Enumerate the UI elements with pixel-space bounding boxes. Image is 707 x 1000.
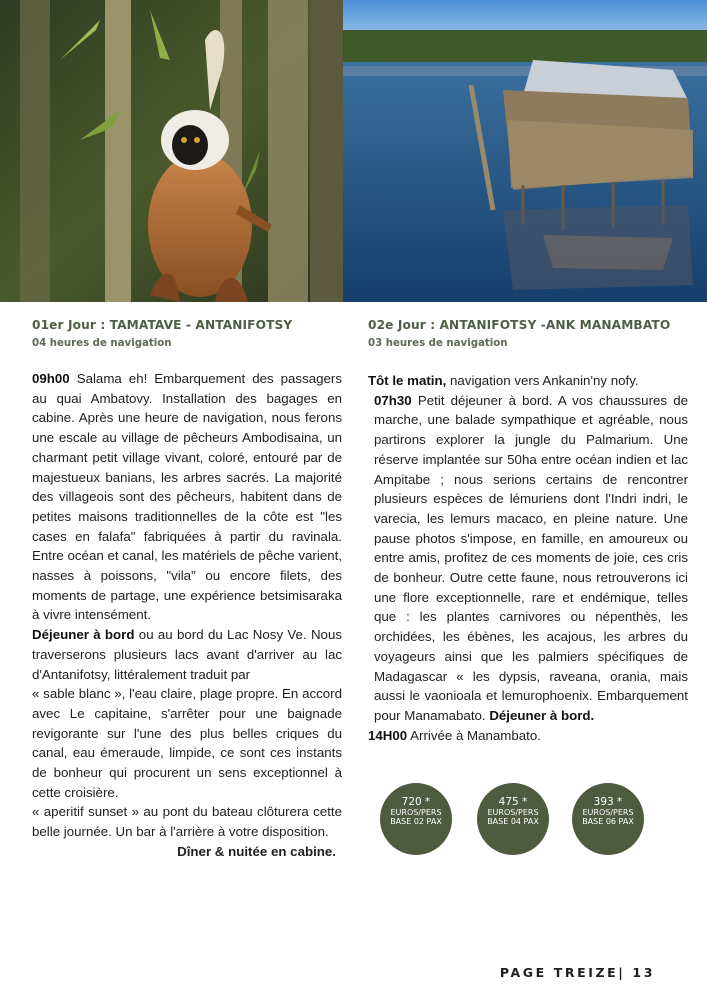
lemur-photo [0, 0, 343, 302]
price-amount: 475 * [498, 796, 528, 808]
day-2-title: 02e Jour : ANTANIFOTSY -ANK MANAMBATO [368, 318, 671, 332]
price-unit: EUROS/PERS [582, 808, 634, 817]
paragraph-text: ou au bord du Lac Nosy Ve. Nous traverserons plusieurs lacs avant d'arriver au lac d'Antanifotsy, littéralement traduit par [32, 627, 342, 682]
price-amount: 393 * [593, 796, 623, 808]
day-2-description [368, 371, 688, 745]
paragraph-text: navigation vers Ankanin'ny nofy. [446, 373, 639, 388]
paragraph-text: Petit déjeuner à bord. A vos chaussures de marche, une balade sympathique et agréable, nous partirons explorer la jungle du Palmarium. Une réserve implantée sur 50ha entre océan indien et lac Ampitabe ; nous serions certains de rencontrer plusieurs espèces de lémuriens dont l'Indri indri, le varecia, les lemurs macaco, en pleine nature. Une pause photos s'impose, en famille, en amoureux ou entre amis, profitez de ces moments de joie, ces cris de bonheur. Outre cette faune, nous retrouverons ici une flore exceptionnelle, rare et endémique, telles que : les plantes carnivores ou népenthès, les orchidées, les ébènes, les acajous, les arbres du voyageurs ainsi que les palmiers spécifiques de Madagascar « les dypsis, raveana, orania, mais aussi le vaonioala et lemurophoenix. Embarquement pour Manamabato. [374, 392, 688, 723]
price-badge-4-pax [477, 783, 549, 855]
time-09h00: 09h00 [32, 371, 70, 386]
day-1-paragraph-2 [32, 625, 342, 684]
day-2-subtitle: 03 heures de navigation [368, 338, 508, 349]
day-2-paragraph-3 [368, 726, 688, 746]
price-amount: 720 * [401, 796, 431, 808]
price-badge-6-pax [572, 783, 644, 855]
price-base: BASE 02 PAX [390, 817, 442, 826]
price-base: BASE 04 PAX [487, 817, 539, 826]
day-1-closing: Dîner & nuitée en cabine. [177, 843, 336, 859]
time-07h30: 07h30 [374, 392, 412, 408]
day-1-description [32, 369, 342, 862]
page-number-footer: PAGE TREIZE| 13 [499, 965, 655, 980]
day-2-column [368, 318, 688, 745]
lunch-label: Déjeuner à bord [32, 627, 135, 643]
paragraph-text: Arrivée à Manambato. [407, 727, 541, 743]
day-1-subtitle: 04 heures de navigation [32, 338, 172, 349]
day-2-paragraph-1 [368, 371, 688, 391]
price-badge-2-pax [380, 783, 452, 855]
price-unit: EUROS/PERS [390, 808, 442, 817]
day-1-paragraph-4 [32, 802, 342, 841]
header-photos [0, 0, 707, 302]
day-1-paragraph-3 [32, 684, 342, 802]
day-2-paragraph-2 [368, 391, 688, 726]
early-morning-label: Tôt le matin, [368, 373, 447, 388]
paragraph-text: « sable blanc », l'eau claire, plage propre. En accord avec Le capitaine, s'arrêter pour une baignade revigorante sur l'une des plus belles criques du canal, eau émeraude, limpide, ce sont ces instants de bonheur qui procurent un sens exceptionnel à cette croisière. [32, 686, 342, 800]
day-1-title: 01er Jour : TAMATAVE - ANTANIFOTSY [32, 318, 293, 332]
day-1-paragraph-1 [32, 369, 342, 625]
price-base: BASE 06 PAX [582, 817, 634, 826]
price-badges [380, 783, 660, 855]
paragraph-text: « aperitif sunset » au pont du bateau clôturera cette belle journée. Un bar à l'arrière à votre disposition. [32, 804, 342, 840]
time-14h00: 14H00 [368, 727, 408, 743]
day-1-column [32, 318, 342, 862]
stilt-hut-photo [343, 0, 707, 302]
lunch-label: Déjeuner à bord. [489, 707, 595, 723]
price-unit: EUROS/PERS [487, 808, 539, 817]
paragraph-text: Salama eh! Embarquement des passagers au quai Ambatovy. Installation des bagages en cabine. Après une heure de navigation, nous ferons une escale au village de pêcheurs Ambodisaina, un charmant petit village vivant, coloré, entouré par de majestueux banians, les arbres sacrés. La majorité des villageois sont des pêcheurs, habitent dans de petites maisons traditionnelles de la côte est "les cases en falafa" fabriquées à partir du ravinala. Entre océan et canal, les matériels de pêche varient, nasses à poissons, "vila" ou encore filets, des moments de partage, une expérience betsimisaraka à vivre intensément. [32, 371, 342, 623]
